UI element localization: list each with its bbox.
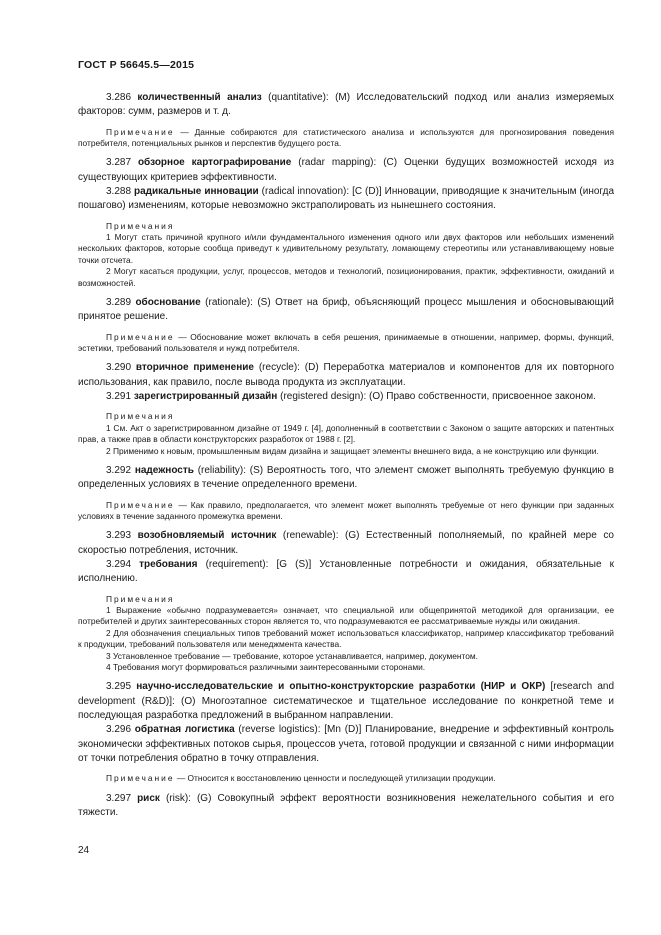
term-definition: (risk): (G) Совокупный эффект вероятности возникновения нежелательного события и его тяжести. [78,792,615,818]
term-number: 3.295 [106,681,132,693]
term-definition: (recycle): (D) Переработка материалов и компонентов для их повторного использования, как правило, после вывода продукта из эксплуатации. [78,362,615,388]
term-entry-3-293 [78,529,614,558]
note-text: — Данные собираются для статистического анализа и используются для прогнозирования поведения потребителя, потенциальных рынков и перспектив будущего роста. [78,126,614,148]
term-number: 3.296 [106,724,132,736]
term-name: количественный анализ [137,92,262,103]
term-name: риск [137,792,160,804]
note-3-289 [78,332,614,355]
term-number: 3.292 [106,464,132,476]
term-number: 3.294 [106,558,132,570]
term-name: научно-исследовательские и опытно-конструкторские разработки (НИР и ОКР) [136,681,546,693]
term-number: 3.288 [106,186,132,197]
note-text: — Относится к восстановлению ценности и последующей утилизации продукции. [176,773,496,784]
term-entry-3-290 [78,361,614,390]
term-entry-3-286 [78,91,614,120]
term-name: надежность [134,464,194,476]
note-label: Примечание [106,499,175,510]
term-entry-3-296 [78,723,614,766]
note-text: — Как правило, предполагается, что элемент может выполнять требуемые от него функции при заданных условиях в течение заданного промежутка времени. [78,499,614,521]
term-name: радикальные инновации [134,186,259,197]
term-definition: (rationale): (S) Ответ на бриф, объясняющий процесс мышления и обосновывающий принятое решение. [78,297,615,323]
term-name: зарегистрированный дизайн [133,391,278,403]
term-definition: (reliability): (S) Вероятность того, что элемент сможет выполнять требуемую функцию в определенных условиях в течение определенного времени. [78,464,614,491]
notes-heading: Примечания [106,411,175,422]
note-item: 4 Требования могут формироваться различными заинтересованными сторонами. [106,661,426,672]
notes-heading: Примечания [106,220,175,231]
note-label: Примечание [106,773,175,784]
note-label: Примечание [106,126,175,137]
term-name: возобновляемый источник [137,530,277,542]
term-definition: (requirement): [G (S)] Установленные потребности и ожидания, обязательные к исполнению. [78,558,615,585]
notes-heading: Примечания [106,593,175,604]
term-name: вторичное применение [135,362,254,374]
term-entry-3-289 [78,296,614,325]
term-entry-3-288 [78,185,614,214]
note-item: 1 Выражение «обычно подразумевается» означает, что специальной или общепринятой методикой для организации, ее потребителей и других заинтересованных сторон является то, что подразумеваются ее рассматриваемые нужды или ожидания. [78,604,614,627]
term-definition: (radar mapping): (C) Оценки будущих возможностей исходя из существующих критериев эффективности. [78,157,615,183]
document-body [78,91,614,820]
term-definition: [research and development (R&D)]: (O) Многоэтапное систематическое и тщательное исследование по конкретной теме и последующая разработка предложений в выбранном направлении. [78,681,615,721]
term-entry-3-295 [78,680,614,723]
note-item: 2 Применимо к новым, промышленным видам дизайна и защищает элементы внешнего вида, а не конструкцию или функции. [106,445,599,456]
term-name: требования [139,558,198,570]
term-name: обоснование [135,297,201,309]
term-definition: (quantitative): (M) Исследовательский подход или анализ измеряемых факторов: сумм, размеров и т. д. [78,92,615,118]
term-entry-3-292 [78,464,614,493]
term-definition: (reverse logistics): [Mn (D)] Планирование, внедрение и эффективный контроль экономически эффективных потоков сырья, процессов учета, готовой продукции и связанной с ними информации от точки потребления обратно в точку отправления. [78,724,615,764]
term-entry-3-294 [78,558,614,587]
term-entry-3-287 [78,156,614,185]
note-text: — Обоснование может включать в себя решения, принимаемые в отношении, например, формы, функций, эстетики, требований пользователя и нужд потребителя. [78,331,614,354]
term-name: обзорное картографирование [137,157,292,169]
document-header: ГОСТ Р 56645.5—2015 [78,59,195,71]
note-item: 3 Установленное требование — требование, которое устанавливается, например, документом. [106,650,478,661]
term-number: 3.289 [106,297,132,309]
note-label: Примечание [106,331,175,342]
term-number: 3.287 [106,157,132,169]
term-definition: (radical innovation): [C (D)] Инновации, приводящие к значительным (иногда пошагово) изменениям, которые невозможно экстраполировать из нынешнего состояния. [78,186,615,212]
note-item: 2 Могут касаться продукции, услуг, процессов, методов и технологий, позиционирования, практик, эффективности, ожиданий и возможностей. [78,266,614,288]
term-number: 3.297 [106,792,132,804]
note-item: 2 Для обозначения специальных типов требований может использоваться классификатор, например классификатор требований к продукции, требований пользователя или менеджмента качества. [78,627,614,650]
term-number: 3.291 [106,391,132,403]
term-entry-3-297 [78,792,614,821]
page-number: 24 [78,845,90,856]
term-definition: (renewable): (G) Естественный пополняемый, по крайней мере со скоростью потребления, источник. [78,530,614,556]
note-3-286 [78,127,614,150]
term-definition: (registered design): (O) Право собственности, присвоенное законом. [280,391,596,403]
term-name: обратная логистика [134,724,235,736]
note-item: 1 Могут стать причиной крупного и/или фундаментального изменения одного или двух факторов или небольших изменений нескольких факторов, которые сообща приведут к удивительному результату, ломающему стереотипы или устанавливающему новые точки отсчета. [78,232,614,265]
term-number: 3.293 [106,530,132,542]
note-3-292 [78,500,614,523]
term-number: 3.286 [106,92,132,103]
note-3-296 [78,773,614,784]
note-item: 1 См. Акт о зарегистрированном дизайне от 1949 г. [4], дополненный в соответствии с Законом о защите авторских и патентных прав, а также прав в области конструкторских разработок от 1988 г. [2]. [78,422,614,445]
term-number: 3.290 [106,362,132,374]
term-entry-3-291 [78,390,614,404]
